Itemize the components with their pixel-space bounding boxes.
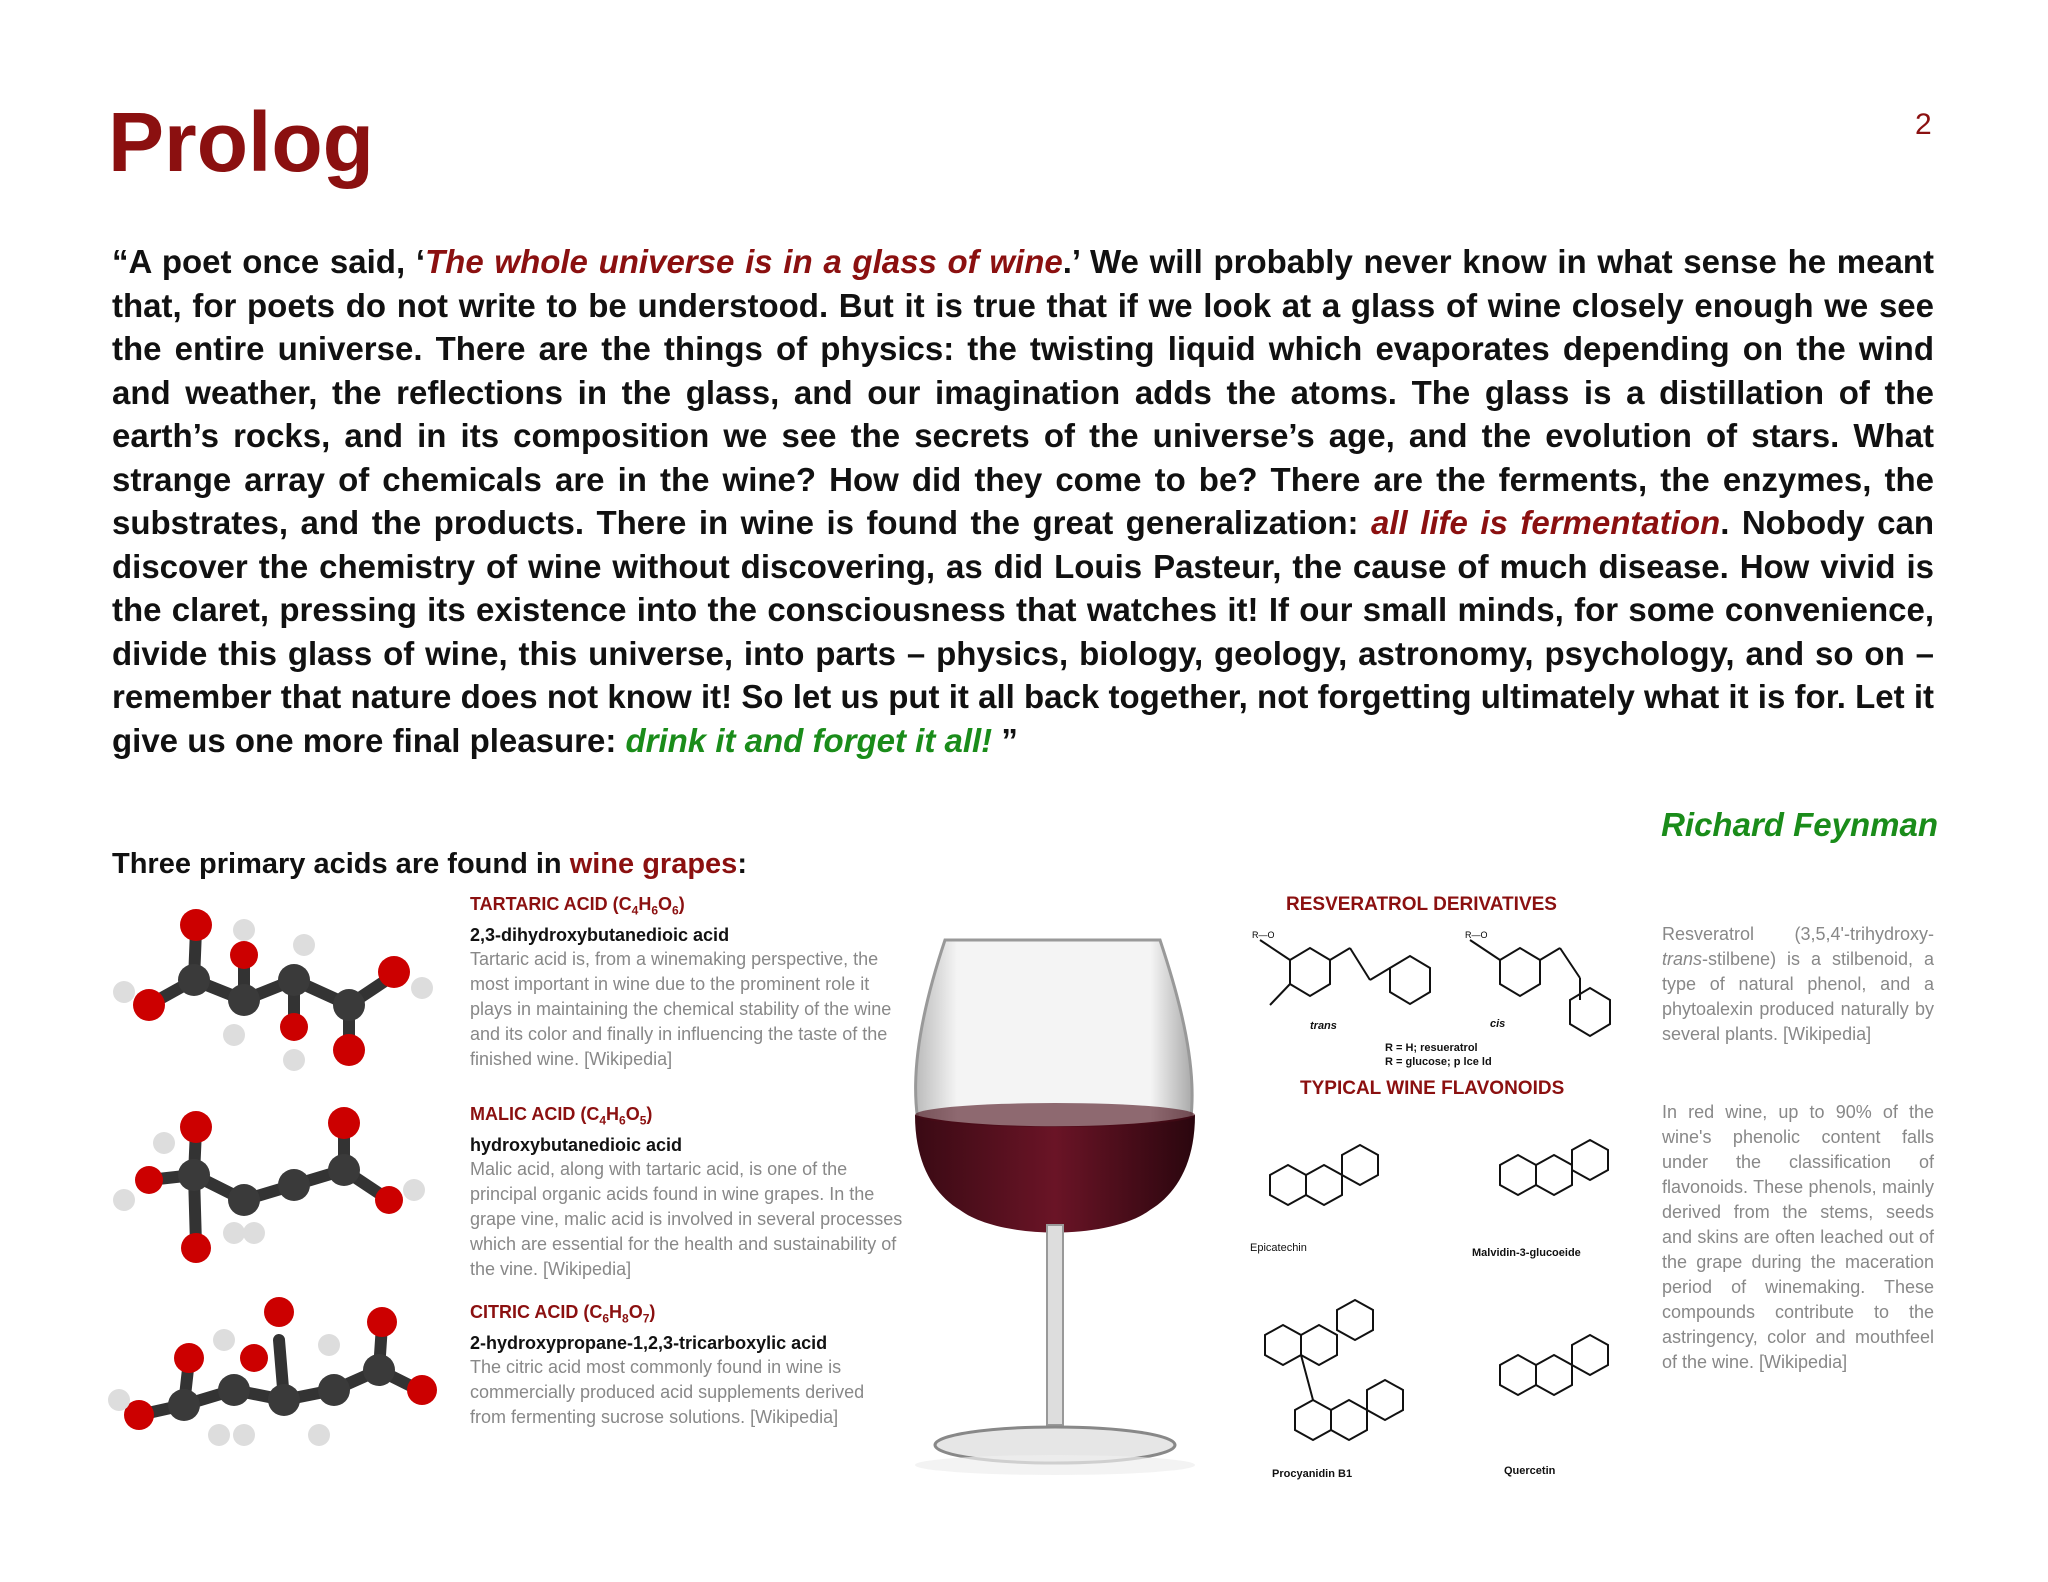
acid-iupac-name: hydroxybutanedioic acid xyxy=(470,1134,683,1155)
tartaric-acid-molecule-image xyxy=(104,900,444,1090)
wine-glass-image xyxy=(890,905,1220,1495)
acid-malic xyxy=(470,1102,910,1282)
el: O xyxy=(658,894,673,914)
el: O xyxy=(628,1302,643,1322)
desc-text: Resveratrol (3,5,4'-trihydroxy- xyxy=(1662,924,1934,944)
quote-highlight-universe: The whole universe is in a glass of wine xyxy=(425,243,1063,280)
desc-text-2: -stilbene) is a stilbenoid, a type of natural phenol, and a phytoalexin produced naturally by several plants. [Wikipedia] xyxy=(1662,949,1934,1044)
flavonoid-structures-image xyxy=(1230,1105,1670,1485)
malic-acid-molecule-image xyxy=(104,1105,444,1275)
acid-name-text: TARTARIC ACID (C xyxy=(470,894,632,914)
intro-highlight: wine grapes xyxy=(569,848,738,880)
acid-name xyxy=(470,892,910,923)
el: O xyxy=(625,1104,640,1124)
intro-text: Three primary acids are found in xyxy=(112,848,570,880)
resveratrol-heading: RESVERATROL DERIVATIVES xyxy=(1286,894,1557,915)
paren: ) xyxy=(649,1302,656,1322)
svg-text:R—O: R—O xyxy=(1252,930,1275,940)
el: H xyxy=(606,1104,620,1124)
sub: 5 xyxy=(639,1113,647,1128)
feynman-quote xyxy=(112,240,1934,762)
sub: 6 xyxy=(672,903,679,918)
phenolic-structures-panel xyxy=(1230,880,1670,1500)
acid-description: Tartaric acid is, from a winemaking perspective, the most important in wine due to the prominent role it plays in maintaining the chemical stability of the wine and its color and finally in influencing the taste of the finished wine. [Wikipedia] xyxy=(470,948,892,1069)
quote-open: “A poet once said, ‘ xyxy=(112,243,426,280)
citric-acid-molecule-image xyxy=(104,1290,444,1470)
sub: 8 xyxy=(622,1311,629,1326)
quote-highlight-fermentation: all life is fermentation xyxy=(1371,504,1721,541)
page-number: 2 xyxy=(1915,108,1932,141)
cis-label: cis xyxy=(1490,1018,1506,1030)
flavonoid-heading: TYPICAL WINE FLAVONOIDS xyxy=(1300,1078,1565,1099)
sub: 6 xyxy=(619,1113,626,1128)
acid-iupac-name: 2,3-dihydroxybutanedioic acid xyxy=(470,924,730,945)
epicatechin-label: Epicatechin xyxy=(1250,1242,1307,1254)
acid-description: The citric acid most commonly found in wine is commercially produced acid supplements derived from fermenting sucrose solutions. [Wikipedia] xyxy=(470,1356,865,1427)
malvidin-label: Malvidin-3-glucoeide xyxy=(1472,1247,1581,1259)
acid-name-text: CITRIC ACID (C xyxy=(470,1302,603,1322)
quote-body: .’ We will probably never know in what sense he meant that, for poets do not write to be understood. But it is true that if we look at a glass of wine closely enough we see the entire universe. There are the things of physics: the twisting liquid which evaporates depending on the wind and weather, the reflections in the glass, and our imagination adds the atoms. The glass is a distillation of the earth’s rocks, and in its composition we see the secrets of the universe’s age, and the evolution of stars. What strange array of chemicals are in the wine? How did they come to be? There are the ferments, the enzymes, the substrates, and the products. There in wine is found the great generalization: xyxy=(112,243,1934,541)
acid-description: Malic acid, along with tartaric acid, is one of the principal organic acids found in wine grapes. In the grape vine, malic acid is involved in several processes which are essential for the health and sustainability of the vine. [Wikipedia] xyxy=(470,1158,903,1279)
sub: 4 xyxy=(631,903,639,918)
sub: 6 xyxy=(651,903,659,918)
acid-name xyxy=(470,1102,910,1133)
r-group-2: R = glucose; p lce ld xyxy=(1385,1056,1492,1068)
svg-text:R—O: R—O xyxy=(1465,930,1488,940)
acid-iupac-name: 2-hydroxypropane-1,2,3-tricarboxylic acid xyxy=(470,1332,828,1353)
procyanidin-label: Procyanidin B1 xyxy=(1272,1468,1353,1480)
quote-body-2: . Nobody can discover the chemistry of wine without discovering, as did Louis Pasteur, the cause of much disease. How vivid is the claret, pressing its existence into the consciousness that watches it! If our small minds, for some convenience, divide this glass of wine, this universe, into parts – physics, biology, geology, astronomy, psychology, and so on – remember that nature does not know it! So let us put it all back together, not forgetting ultimately what it is for. Let it give us one more final pleasure: xyxy=(112,504,1935,759)
sub: 7 xyxy=(642,1311,650,1326)
intro-colon: : xyxy=(737,848,747,880)
el: H xyxy=(638,894,652,914)
resveratrol-description xyxy=(1662,922,1934,1047)
r-group-1: R = H; resueratrol xyxy=(1385,1042,1478,1054)
flavonoid-description: In red wine, up to 90% of the wine's phenolic content falls under the classification of flavonoids. These phenols, mainly derived from the stems, seeds and skins are often leached out of the grape during the maceration period of winemaking. These compounds contribute to the astringency, color and mouthfeel of the wine. [Wikipedia] xyxy=(1662,1102,1934,1372)
sub: 4 xyxy=(599,1113,607,1128)
sub: 6 xyxy=(602,1311,610,1326)
quercetin-label: Quercetin xyxy=(1504,1465,1556,1477)
quote-highlight-drink: drink it and forget it all! xyxy=(625,721,993,759)
acids-intro xyxy=(112,848,747,881)
acid-name-text: MALIC ACID (C xyxy=(470,1104,600,1124)
quote-author: Richard Feynman xyxy=(1661,806,1938,843)
acid-name xyxy=(470,1300,890,1331)
desc-italic: trans xyxy=(1662,949,1703,969)
page-title: Prolog xyxy=(108,95,374,189)
el: H xyxy=(609,1302,623,1322)
acid-tartaric xyxy=(470,892,910,1072)
paren: ) xyxy=(646,1104,653,1124)
acid-citric xyxy=(470,1300,890,1430)
trans-label: trans xyxy=(1310,1020,1337,1032)
paren: ) xyxy=(678,894,685,914)
quote-close: ” xyxy=(992,721,1018,759)
